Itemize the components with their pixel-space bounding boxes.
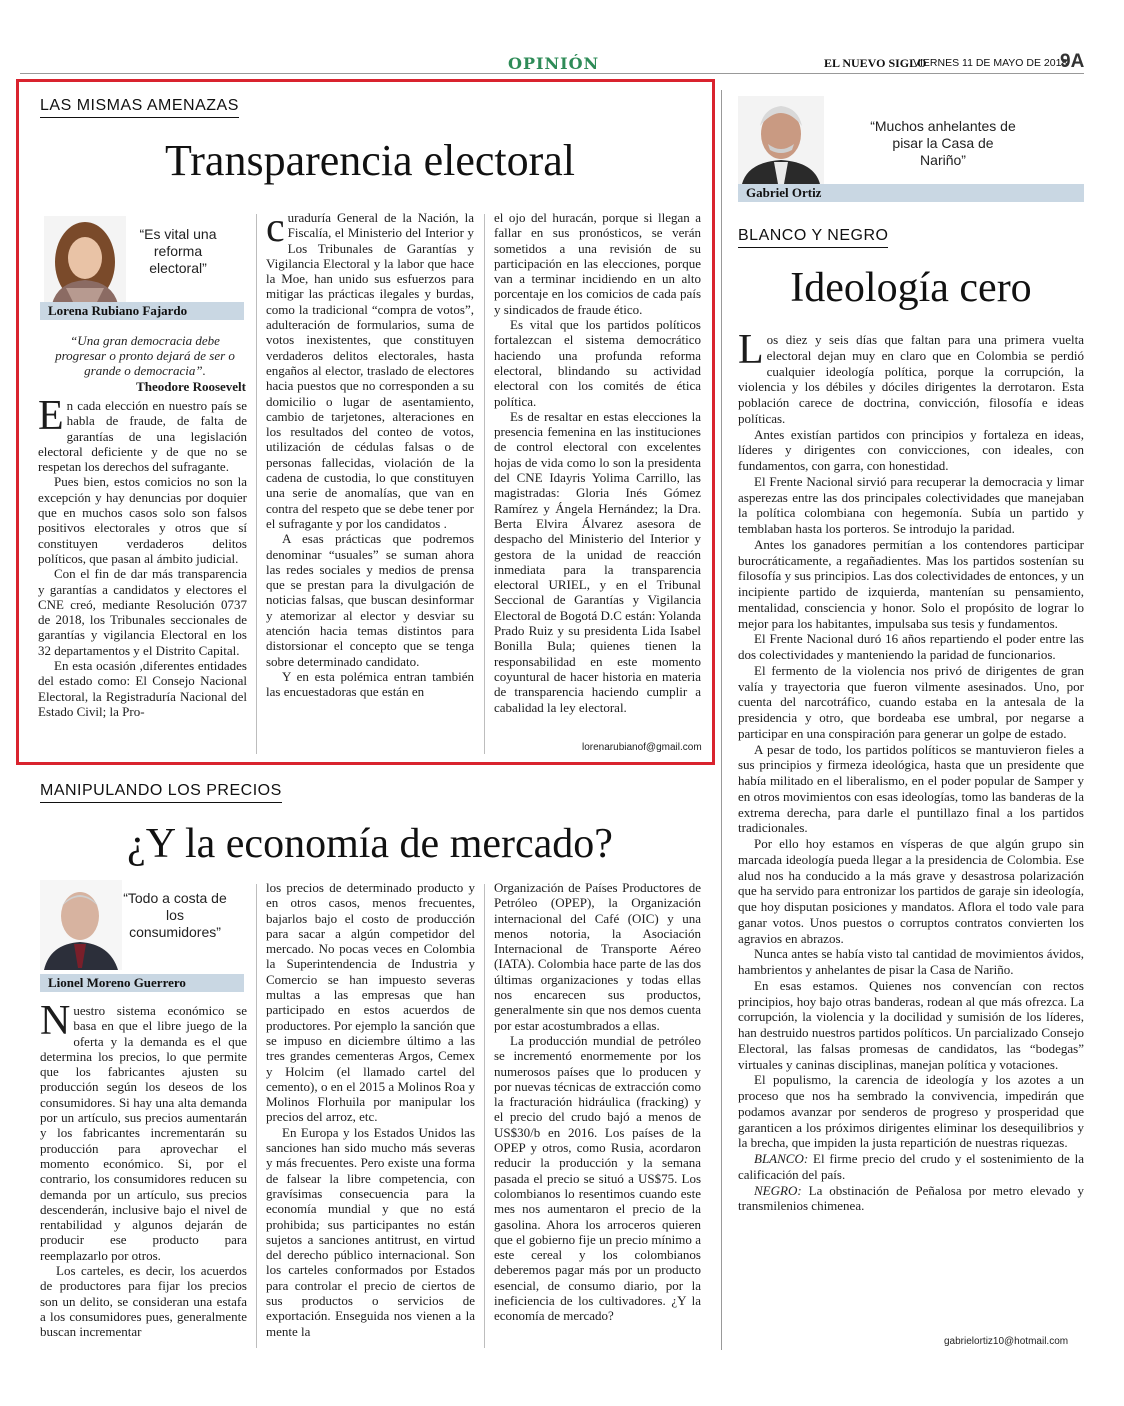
newspaper-name: EL NUEVO SIGLO [824,56,927,70]
article2-title: ¿Y la economía de mercado? [127,821,613,867]
article3-paragraph: Antes los ganadores permitían a los contendores participar burocráticamente, a regañadientes. Mas los partidos sostenían su filosofía y sus principios. Las dos colectividades de entonces, y un incipiente partido de izquierda, mantenían su pensamiento, mentalidad, consciencia y honor. Solo el propósito de lograr lo mejor para los habitantes, impulsaba sus tesis y fundamentos. [738,536,1084,631]
article2-paragraph: La producción mundial de petróleo se incrementó enormemente por los numerosos países que lo producen y por nuevas técnicas de extracción como la fracturación hidráulica (fracking) y el precio del crudo bajó a menos de US$30/b en 2016. Los países de la OPEP y otros, como Rusia, acordaron reducir la producción y la semana pasada el precio se situó a US$75. Los colombianos lo resentimos cuando este mes nos aumentaron el precio de la gasolina. Ahora los arroceros quieren que el gobierno fije un precio mínimo a este cereal y los colombianos deberemos pagar más por un producto esencial, de consumo diario, por la ineficiencia de los cultivadores. ¿Y la economía de mercado? [494,1032,701,1324]
article1-paragraph: curaduría General de la Nación, la Fiscalía, el Ministerio del Interior y Los Tribunales de Garantías y Vigilancia Electoral y la labor que hace la Moe, han unido sus esfuerzos para mitigar las prácticas ilegales y burdas, como la tradicional “compra de votos”, adulteración de formularios, suma de votos inexistentes, que constituyen verdaderos delitos electorales, hasta engaños al elector, traslado de electores hacia puestos que no corresponden a su domicilio o lugar de asentamiento, cambio de tarjetones, alteraciones en los resultados del conteo de votos, utilización de cédulas falsas o de personas fallecidas, violación de la cadena de custodia, lo que constituyen una serie de anomalías, que van en contra del respeto que se debe tener por el sufragante y por los candidatos . [266,210,474,531]
article3-paragraph: Por ello hoy estamos en vísperas de que algún grupo sin marcada ideología pueda llegar a la presidencia de Colombia. Ese alud nos ha conducido a la más grave y desastrosa polarización que ha servido para entronizar los partidos de garaje sin ideología, que hoy disputan posiciones y mandatos. Aflora el todo vale para ganar votos. Unos puestos o corruptos contratos convierten los agravios en abrazos. [738,836,1084,946]
blanco-text: El firme precio del crudo y el sostenimiento de la calificación del país. [738,1151,1084,1182]
article1-pull-quote: “Es vital una reforma electoral” [139,226,217,276]
page-number: 9A [1060,51,1085,72]
article1-paragraph: A esas prácticas que podremos denominar “usuales” se suman ahora las redes sociales y medios de prensa que se prestan para la divulgación de noticias falsas, que buscan desinformar y atemorizar al elector y desviar su atención hacia temas distintos para distorsionar el concepto que se tenga sobre determinado candidato. [266,531,474,669]
article3-email: gabrielortiz10@hotmail.com [944,1336,1069,1347]
article1-column-1 [38,398,247,756]
negro-text: La obstinación de Peñalosa por metro elevado y transmilenios chimenea. [738,1182,1084,1214]
article2-paragraph: Organización de Países Productores de Petróleo (OPEP), la Organización internacional del Café (OIC) y una menos notoria, la Asociación Internacional de Transporte Aéreo (IATA). Colombia hace parte de las dos últimas organizaciones y todas ellas nos encarecen sus productos, generalmente sin que nos demos cuenta por estar acostumbrados a ellas. [494,880,701,1033]
article1-paragraph: Pues bien, estos comicios no son la excepción y hay denuncias por doquier que en muchos casos solo son falsos positivos electorales y otros que sí constituyen verdaderos delitos políticos, que pasan al ámbito judicial. [38,474,247,566]
author-photo-gabriel [738,96,824,184]
negro-note [738,1183,1084,1215]
article3-paragraph: Los diez y seis días que faltan para una primera vuelta electoral dejan muy en claro que en Colombia se perdió cualquier ideología política, porque la corrupción, la violencia y los débiles y dóciles dirigentes la derrotaron. Esta población carece de doctrina, convicción, filosofía e ideas políticas. [738,332,1084,426]
article1-email: lorenarubianof@gmail.com [582,742,702,753]
section-label-blanco-negro: BLANCO Y NEGRO [738,226,888,248]
page-column-divider [721,90,722,1350]
section-label-manipulando-precios: MANIPULANDO LOS PRECIOS [40,781,282,803]
column-rule [484,214,485,754]
article1-paragraph: Y en esta polémica entran también las encuestadoras que están en [266,668,474,700]
article3-paragraph: Nunca antes se había visto tal cantidad de movimientos ávidos, hambrientos y anhelantes de pisar la Casa de Nariño. [738,946,1084,977]
article3-paragraph: Antes existían partidos con principios y fortaleza en ideas, líderes y dirigentes con convicciones, con ideales, con fundamentos, con garra, con honestidad. [738,426,1084,473]
article2-paragraph: los precios de determinado producto y en otros casos, menos frecuentes, bajarlos bajo el costo de producción para sacar a algún competidor del mercado. No pocas veces en Colombia la Superintendencia de Industria y Comercio se han impuesto severas multas a las empresas que han participado en estos acuerdos de productores. Por ejemplo la sanción que se impuso en diciembre último a las tres grandes cementeras Argos, Cemex y Holcim (el llamado cartel del cemento), o en el 2015 a Molinos Roa y Molinos Florhuila por manipular los precios del arroz, etc. [266,880,475,1125]
author-photo-lorena [44,216,126,304]
author-name-lionel: Lionel Moreno Guerrero [40,974,244,992]
section-name: OPINIÓN [508,54,600,73]
article1-paragraph: En esta ocasión ,diferentes entidades del estado como: El Consejo Nacional Electoral, la Registraduría Nacional del Estado Civil; la Pro- [38,658,247,719]
negro-label: NEGRO: [754,1182,802,1198]
article3-paragraph: A pesar de todo, los partidos políticos se mantuvieron fieles a sus principios y firmeza ideológica, hasta que un presidente que había militado en el liberalismo, en el poder popular de Samper y en otros movimientos con esas ideologías, tomo las banderas de la extrema derecha, para darle el puntillazo final a los partidos tradicionales. [738,741,1084,836]
article1-column-3 [494,210,701,740]
article3-paragraph: El Frente Nacional sirvió para recuperar la democracia y limar asperezas entre las dos principales colectividades que manejaban la política colombiana con hegemonía. Subía un partido y temblaban hasta los porteros. Se introdujo la paridad. [738,473,1084,536]
article3-paragraph: El Frente Nacional duró 16 años repartiendo el poder entre las dos colectividades y manteniendo la paridad de funcionarios. [738,631,1084,662]
article1-column-2 [266,210,474,756]
blanco-label: BLANCO: [754,1151,809,1166]
author-name-lorena: Lorena Rubiano Fajardo [40,302,244,320]
article2-paragraph: En Europa y los Estados Unidos las sanciones han sido mucho más severas y más frecuentes. Pero existe una forma de falsear la libre competencia, con gravísimas consecuencia para la economía mundial y que no está prohibida; sus participantes no están sujetos a sanciones antitrust, en virtud del derecho público internacional. Son los carteles conformados por Estados para controlar el precio de ciertos de sus productos o servicios de exportación. Enseguida nos vienen a la mente la [266,1124,475,1339]
blanco-note [738,1151,1084,1183]
article1-paragraph: Es vital que los partidos políticos fortalezcan el sistema democrático haciendo una profunda reforma electoral, blindando su actividad electoral con los comités de ética política. [494,317,701,409]
article3-pull-quote: “Muchos anhelantes de pisar la Casa de Nariño” [870,118,1016,168]
article3-paragraph: El populismo, la carencia de ideología y los azotes a un proceso que nos ha sembrado la convivencia, impedirán que podamos avanzar por senderos de progreso y prosperidad que garanticen a los próximos dirigentes eliminar los desequilibrios y la brecha, que impiden la justa repartición de nuestras riquezas. [738,1072,1084,1151]
article2-paragraph: Los carteles, es decir, los acuerdos de productores para fijar los precios son un delito, se consideran una estafa a los consumidores pues, generalmente buscan incrementar [40,1263,247,1340]
section-label-mismas-amenazas: LAS MISMAS AMENAZAS [40,96,239,118]
article2-column-3 [494,880,701,1351]
column-rule [484,884,485,1348]
author-name-gabriel: Gabriel Ortiz [738,184,1084,202]
article3-title: Ideología cero [790,265,1032,311]
article1-paragraph: el ojo del huracán, porque si llegan a fallar en sus pronósticos, se verán sometidos a una revisión de su participación en las elecciones, porque van a terminar incidiendo en un alto porcentaje en los comicios de cada país y sindicados de fraude ético. [494,210,701,317]
issue-date: VIERNES 11 DE MAYO DE 2018 [913,57,1068,69]
article2-pull-quote: “Todo a costa de los consumidores” [123,890,227,940]
article1-paragraph: En cada elección en nuestro país se habla de fraude, de falta de garantías de una legislación electoral deficiente y de que no se respetan los derechos del sufragante. [38,398,247,475]
article2-column-1 [40,1003,247,1351]
epigraph-author: Theodore Roosevelt [136,379,246,394]
article3-paragraph: En esas estamos. Quienes nos convencían con rectos principios, hoy bajo otras banderas, rodean al que más ofrezca. La corrupción, la violencia y la docilidad y sumisión de los líderes, han destruido nuestros partidos políticos. Un parcializado Consejo Electoral, las falsas promesas de candidatos, las “bodegas” virtuales y caninas disciplinas, manejan política y votaciones. [738,977,1084,1072]
article3-body [738,332,1084,1332]
article2-column-2 [266,880,475,1351]
header-rule [20,73,1084,74]
article1-paragraph: Con el fin de dar más transparencia y garantías a candidatos y electores el CNE creó, mediante Resolución 0737 de 2018, los Tribunales seccionales de garantías y vigilancia Electoral en los 32 departamentos y el Distrito Capital. [38,566,247,658]
article1-paragraph: Es de resaltar en estas elecciones la presencia femenina en las instituciones de control electoral con excelentes hojas de vida como lo son la presidenta del CNE Idayris Yolima Carrillo, las magistradas: Gloria Inés Gómez Ramírez y Ángela Hernández; la Dra. Berta Elvira Álvarez asesora de despacho del Ministerio del Interior y gestora de la unidad de reacción inmediata para la transparencia electoral URIEL, y en el Tribunal Seccional de Garantías y Vigilancia Electoral de Bogotá D.C están: Yolanda Prado Ruiz y su presidenta Lida Isabel Bonilla Bula; quienes tienen la responsabilidad en este momento coyuntural de hacer historia en materia de transparencia haciendo cumplir a cabalidad la ley electoral. [494,408,701,715]
epigraph-text: “Una gran democracia debe progresar o pronto dejará de ser o grande o democracia”. [55,333,235,378]
article3-paragraph: El fermento de la violencia nos privó de dirigentes de gran valía y trayectoria que fueron vilmente asesinados. Uno, por cuenta del narcotráfico, cuando estaba en la antesala de la presidencia y otro, que bordeaba ese umbral, por negarse a participar en una conspiración para generar un golpe de estado. [738,662,1084,741]
article1-title: Transparencia electoral [164,136,576,185]
column-rule [256,884,257,1348]
author-photo-lionel [40,880,122,970]
epigraph [44,333,246,395]
article2-paragraph: Nuestro sistema económico se basa en que el libre juego de la oferta y la demanda es el que determina los precios, lo que permite que los fabricantes ajusten su producción según los deseos de los consumidores. Si hay una alta demanda por un artículo, sus precios aumentarán y los fabricantes incrementarán su producción para aprovechar el momento económico. Si, por el contrario, los consumidores reducen su demanda por un artículo, sus precios descenderán, inclusive bajo el nivel de rentabilidad y algunos dejarán de producir ese producto para reemplazarlo por otros. [40,1003,247,1263]
column-rule [256,214,257,754]
